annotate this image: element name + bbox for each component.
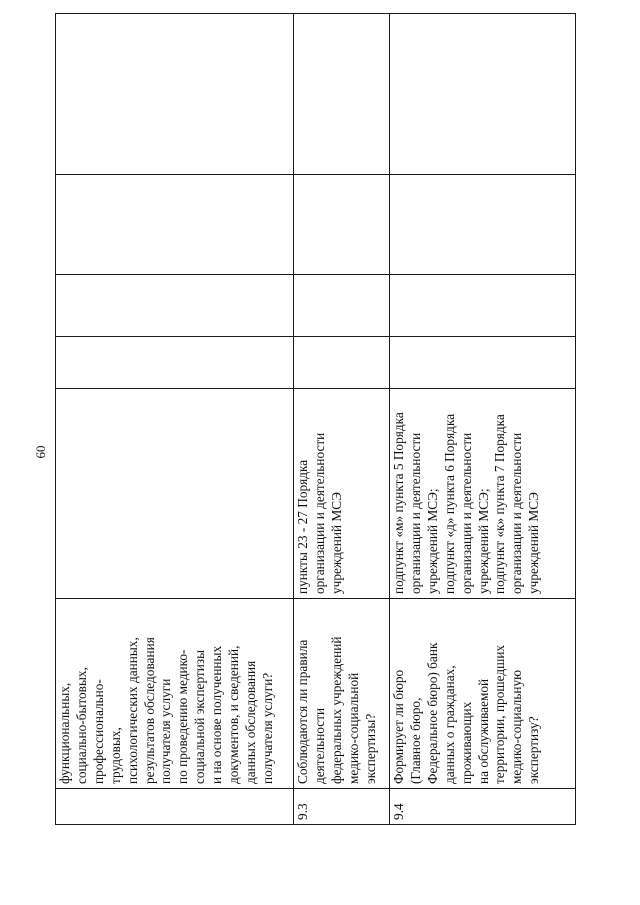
question-cell: функциональных, социально-бытовых, профессионально- трудовых, психологических данных, результатов обследования получателя услуги по проведению медико- социальной экспертизы и на основе полученных документов, и сведений, данных обследования получателя услуги? (57, 637, 275, 784)
page-number: 60 (33, 445, 48, 459)
answer-yes-cell (293, 337, 389, 389)
note-cell (55, 14, 293, 175)
answer-yes-cell (55, 337, 293, 389)
note-cell (293, 14, 389, 175)
answer-no-cell (389, 275, 575, 337)
question-cell: Соблюдаются ли правила деятельности федеральных учреждений медико-социальной экспертизы? (295, 636, 378, 784)
row-number-cell: 9.3 (295, 803, 310, 820)
answer-yes-cell (389, 337, 575, 389)
answer-na-cell (55, 175, 293, 275)
reference-cell: подпункт «м» пункта 5 Порядка организации и деятельности учреждений МСЭ; подпункт «д» пункта 6 Порядка организации и деятельности учреждений МСЭ; подпункт «к» пункта 7 Порядка организации и деятельности учреждений МСЭ (391, 412, 542, 594)
table-viewport (55, 13, 576, 825)
answer-na-cell (389, 175, 575, 275)
answer-no-cell (293, 275, 389, 337)
row-number-cell: 9.4 (391, 803, 406, 820)
answer-no-cell (55, 275, 293, 337)
answer-na-cell (293, 175, 389, 275)
row-number-cell (55, 789, 293, 825)
inspection-table (55, 13, 576, 825)
reference-cell (55, 389, 293, 599)
reference-cell: пункты 23 - 27 Порядка организации и деятельности учреждений МСЭ (295, 432, 344, 594)
question-cell: Формирует ли бюро (Главное бюро, Федеральное бюро) банк данных о гражданах, проживающих на обслуживаемой территории, прошедших медико-социальную экспертизу? (391, 642, 542, 784)
table-border-bottom (575, 13, 576, 825)
note-cell (389, 14, 575, 175)
